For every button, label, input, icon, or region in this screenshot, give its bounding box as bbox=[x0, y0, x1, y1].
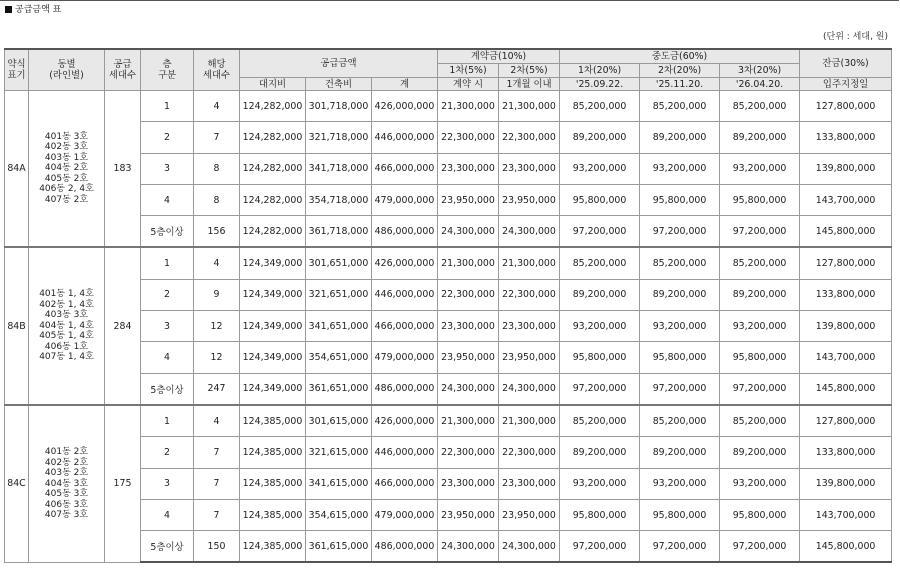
table-row bbox=[5, 405, 892, 437]
c1-cell: 24,300,000 bbox=[438, 531, 499, 563]
m2-cell: 89,200,000 bbox=[640, 279, 720, 310]
land-cell: 124,385,000 bbox=[240, 437, 306, 468]
square-bullet-icon bbox=[5, 6, 12, 13]
m3-cell: 93,200,000 bbox=[720, 153, 800, 184]
m2-cell: 85,200,000 bbox=[640, 247, 720, 279]
building-cell: 354,651,000 bbox=[306, 342, 372, 373]
building-cell: 361,651,000 bbox=[306, 373, 372, 405]
c2-cell: 23,950,000 bbox=[499, 499, 560, 530]
m2-cell: 93,200,000 bbox=[640, 153, 720, 184]
table-title bbox=[5, 2, 61, 15]
building-cell: 361,718,000 bbox=[306, 216, 372, 248]
total-cell: 466,000,000 bbox=[372, 468, 438, 499]
dong-line: 403동 3호 bbox=[44, 310, 89, 321]
units-cell: 7 bbox=[194, 499, 240, 530]
c2-cell: 23,300,000 bbox=[499, 153, 560, 184]
c2-cell: 22,300,000 bbox=[499, 437, 560, 468]
building-cell: 301,651,000 bbox=[306, 247, 372, 279]
land-cell: 124,349,000 bbox=[240, 342, 306, 373]
bal-cell: 139,800,000 bbox=[800, 153, 892, 184]
c1-cell: 24,300,000 bbox=[438, 373, 499, 405]
m1-cell: 97,200,000 bbox=[560, 373, 640, 405]
total-cell: 479,000,000 bbox=[372, 184, 438, 215]
m1-cell: 93,200,000 bbox=[560, 153, 640, 184]
m1-cell: 95,800,000 bbox=[560, 184, 640, 215]
c2-cell: 22,300,000 bbox=[499, 279, 560, 310]
units-cell: 7 bbox=[194, 437, 240, 468]
c1-cell: 23,300,000 bbox=[438, 468, 499, 499]
header-supply-price: 공급금액 bbox=[240, 49, 438, 78]
dong-line: 406동 3호 bbox=[44, 499, 89, 510]
header-mid-1-date: '25.09.22. bbox=[560, 78, 640, 91]
m1-cell: 93,200,000 bbox=[560, 468, 640, 499]
land-cell: 124,282,000 bbox=[240, 216, 306, 248]
units-cell: 7 bbox=[194, 468, 240, 499]
header-dong: 동별 (라인별) bbox=[29, 49, 105, 91]
m2-cell: 93,200,000 bbox=[640, 468, 720, 499]
m3-cell: 95,800,000 bbox=[720, 342, 800, 373]
total-cell: 479,000,000 bbox=[372, 499, 438, 530]
dong-line: 404동 3호 bbox=[44, 478, 89, 489]
header-units: 해당 세대수 bbox=[194, 49, 240, 91]
c2-cell: 21,300,000 bbox=[499, 91, 560, 122]
bal-cell: 133,800,000 bbox=[800, 437, 892, 468]
dong-line: 404동 2호 bbox=[44, 163, 89, 174]
c2-cell: 22,300,000 bbox=[499, 122, 560, 153]
header-floor: 층 구분 bbox=[141, 49, 194, 91]
dong-line: 407동 2호 bbox=[44, 194, 89, 205]
m3-cell: 89,200,000 bbox=[720, 122, 800, 153]
land-cell: 124,349,000 bbox=[240, 311, 306, 342]
c2-cell: 23,950,000 bbox=[499, 342, 560, 373]
dong-line: 403동 1호 bbox=[44, 152, 89, 163]
total-cell: 479,000,000 bbox=[372, 342, 438, 373]
header-type-mark: 약식 표기 bbox=[5, 49, 29, 91]
floor-cell: 1 bbox=[141, 405, 194, 437]
header-contract-2-when: 1개월 이내 bbox=[499, 78, 560, 91]
type-mark-cell: 84A bbox=[5, 91, 29, 248]
m2-cell: 95,800,000 bbox=[640, 342, 720, 373]
m2-cell: 97,200,000 bbox=[640, 216, 720, 248]
floor-cell: 5층이상 bbox=[141, 373, 194, 405]
bal-cell: 127,800,000 bbox=[800, 91, 892, 122]
bal-cell: 143,700,000 bbox=[800, 184, 892, 215]
floor-cell: 2 bbox=[141, 437, 194, 468]
dong-line: 407동 3호 bbox=[44, 510, 89, 521]
land-cell: 124,282,000 bbox=[240, 153, 306, 184]
m2-cell: 97,200,000 bbox=[640, 373, 720, 405]
total-cell: 466,000,000 bbox=[372, 153, 438, 184]
dong-line: 405동 3호 bbox=[44, 489, 89, 500]
units-cell: 150 bbox=[194, 531, 240, 563]
total-cell: 446,000,000 bbox=[372, 437, 438, 468]
header-mid-3: 3차(20%) bbox=[720, 64, 800, 78]
floor-cell: 3 bbox=[141, 153, 194, 184]
header-mid-2: 2차(20%) bbox=[640, 64, 720, 78]
dong-line: 402동 2호 bbox=[44, 457, 89, 468]
land-cell: 124,385,000 bbox=[240, 531, 306, 563]
units-cell: 12 bbox=[194, 342, 240, 373]
dong-cell bbox=[29, 405, 105, 562]
building-cell: 354,718,000 bbox=[306, 184, 372, 215]
header-balance-when: 입주지정일 bbox=[800, 78, 892, 91]
floor-cell: 5층이상 bbox=[141, 531, 194, 563]
bal-cell: 139,800,000 bbox=[800, 311, 892, 342]
bal-cell: 145,800,000 bbox=[800, 373, 892, 405]
building-cell: 301,615,000 bbox=[306, 405, 372, 437]
dong-line: 405동 2호 bbox=[44, 173, 89, 184]
floor-cell: 2 bbox=[141, 279, 194, 310]
dong-line: 401동 1, 4호 bbox=[39, 289, 94, 300]
header-supply-units: 공급 세대수 bbox=[105, 49, 141, 91]
bal-cell: 133,800,000 bbox=[800, 122, 892, 153]
m3-cell: 85,200,000 bbox=[720, 91, 800, 122]
units-cell: 247 bbox=[194, 373, 240, 405]
bal-cell: 133,800,000 bbox=[800, 279, 892, 310]
building-cell: 341,718,000 bbox=[306, 153, 372, 184]
header-total: 계 bbox=[372, 78, 438, 91]
supply-units-cell: 284 bbox=[105, 247, 141, 404]
m3-cell: 95,800,000 bbox=[720, 184, 800, 215]
floor-cell: 3 bbox=[141, 468, 194, 499]
total-cell: 446,000,000 bbox=[372, 122, 438, 153]
header-middle: 중도금(60%) bbox=[560, 49, 800, 64]
dong-line: 406동 2, 4호 bbox=[39, 184, 94, 195]
c2-cell: 24,300,000 bbox=[499, 531, 560, 563]
unit-note: (단위 : 세대, 원) bbox=[823, 32, 888, 42]
table-row bbox=[5, 91, 892, 122]
supply-units-cell: 183 bbox=[105, 91, 141, 248]
m2-cell: 95,800,000 bbox=[640, 184, 720, 215]
dong-line: 403동 2호 bbox=[44, 468, 89, 479]
land-cell: 124,385,000 bbox=[240, 405, 306, 437]
c2-cell: 24,300,000 bbox=[499, 216, 560, 248]
header-mid-3-date: '26.04.20. bbox=[720, 78, 800, 91]
total-cell: 446,000,000 bbox=[372, 279, 438, 310]
m3-cell: 89,200,000 bbox=[720, 279, 800, 310]
building-cell: 321,718,000 bbox=[306, 122, 372, 153]
header-contract-2: 2차(5%) bbox=[499, 64, 560, 78]
m1-cell: 97,200,000 bbox=[560, 216, 640, 248]
dong-cell bbox=[29, 91, 105, 248]
c1-cell: 23,950,000 bbox=[438, 499, 499, 530]
units-cell: 156 bbox=[194, 216, 240, 248]
header-building: 건축비 bbox=[306, 78, 372, 91]
dong-line: 406동 1호 bbox=[44, 341, 89, 352]
bal-cell: 145,800,000 bbox=[800, 531, 892, 563]
header-contract-1-when: 계약 시 bbox=[438, 78, 499, 91]
m3-cell: 97,200,000 bbox=[720, 373, 800, 405]
land-cell: 124,349,000 bbox=[240, 279, 306, 310]
title-text: 공급금액 표 bbox=[15, 5, 62, 15]
header-mid-1: 1차(20%) bbox=[560, 64, 640, 78]
c1-cell: 21,300,000 bbox=[438, 405, 499, 437]
c2-cell: 23,300,000 bbox=[499, 468, 560, 499]
bal-cell: 145,800,000 bbox=[800, 216, 892, 248]
building-cell: 354,615,000 bbox=[306, 499, 372, 530]
land-cell: 124,349,000 bbox=[240, 373, 306, 405]
dong-cell bbox=[29, 247, 105, 404]
c1-cell: 22,300,000 bbox=[438, 437, 499, 468]
building-cell: 341,651,000 bbox=[306, 311, 372, 342]
floor-cell: 4 bbox=[141, 184, 194, 215]
land-cell: 124,385,000 bbox=[240, 499, 306, 530]
units-cell: 7 bbox=[194, 122, 240, 153]
m1-cell: 97,200,000 bbox=[560, 531, 640, 563]
floor-cell: 4 bbox=[141, 499, 194, 530]
c1-cell: 22,300,000 bbox=[438, 122, 499, 153]
header-balance: 잔금(30%) bbox=[800, 49, 892, 78]
land-cell: 124,282,000 bbox=[240, 91, 306, 122]
c2-cell: 21,300,000 bbox=[499, 405, 560, 437]
c1-cell: 22,300,000 bbox=[438, 279, 499, 310]
floor-cell: 5층이상 bbox=[141, 216, 194, 248]
building-cell: 361,615,000 bbox=[306, 531, 372, 563]
c2-cell: 23,300,000 bbox=[499, 311, 560, 342]
m1-cell: 89,200,000 bbox=[560, 437, 640, 468]
m3-cell: 97,200,000 bbox=[720, 216, 800, 248]
land-cell: 124,385,000 bbox=[240, 468, 306, 499]
total-cell: 486,000,000 bbox=[372, 531, 438, 563]
units-cell: 12 bbox=[194, 311, 240, 342]
building-cell: 301,718,000 bbox=[306, 91, 372, 122]
m3-cell: 89,200,000 bbox=[720, 437, 800, 468]
total-cell: 426,000,000 bbox=[372, 91, 438, 122]
m2-cell: 97,200,000 bbox=[640, 531, 720, 563]
units-cell: 8 bbox=[194, 153, 240, 184]
units-cell: 4 bbox=[194, 91, 240, 122]
total-cell: 486,000,000 bbox=[372, 216, 438, 248]
m2-cell: 85,200,000 bbox=[640, 405, 720, 437]
m1-cell: 93,200,000 bbox=[560, 311, 640, 342]
header-contract-1: 1차(5%) bbox=[438, 64, 499, 78]
c1-cell: 23,950,000 bbox=[438, 184, 499, 215]
m2-cell: 95,800,000 bbox=[640, 499, 720, 530]
m3-cell: 85,200,000 bbox=[720, 405, 800, 437]
floor-cell: 4 bbox=[141, 342, 194, 373]
m1-cell: 89,200,000 bbox=[560, 279, 640, 310]
supply-units-cell: 175 bbox=[105, 405, 141, 562]
dong-line: 405동 1, 4호 bbox=[39, 331, 94, 342]
m3-cell: 95,800,000 bbox=[720, 499, 800, 530]
m2-cell: 85,200,000 bbox=[640, 91, 720, 122]
m3-cell: 97,200,000 bbox=[720, 531, 800, 563]
land-cell: 124,349,000 bbox=[240, 247, 306, 279]
bal-cell: 143,700,000 bbox=[800, 342, 892, 373]
bal-cell: 127,800,000 bbox=[800, 247, 892, 279]
type-mark-cell: 84C bbox=[5, 405, 29, 562]
m2-cell: 89,200,000 bbox=[640, 122, 720, 153]
dong-line: 402동 3호 bbox=[44, 142, 89, 153]
c1-cell: 23,300,000 bbox=[438, 311, 499, 342]
m1-cell: 95,800,000 bbox=[560, 342, 640, 373]
dong-line: 402동 1, 4호 bbox=[39, 299, 94, 310]
table-body bbox=[5, 91, 892, 563]
c1-cell: 23,950,000 bbox=[438, 342, 499, 373]
land-cell: 124,282,000 bbox=[240, 122, 306, 153]
m3-cell: 93,200,000 bbox=[720, 311, 800, 342]
bal-cell: 127,800,000 bbox=[800, 405, 892, 437]
floor-cell: 1 bbox=[141, 91, 194, 122]
m1-cell: 89,200,000 bbox=[560, 122, 640, 153]
type-mark-cell: 84B bbox=[5, 247, 29, 404]
building-cell: 341,615,000 bbox=[306, 468, 372, 499]
units-cell: 8 bbox=[194, 184, 240, 215]
total-cell: 466,000,000 bbox=[372, 311, 438, 342]
total-cell: 426,000,000 bbox=[372, 405, 438, 437]
units-cell: 4 bbox=[194, 405, 240, 437]
c2-cell: 24,300,000 bbox=[499, 373, 560, 405]
c1-cell: 21,300,000 bbox=[438, 91, 499, 122]
building-cell: 321,651,000 bbox=[306, 279, 372, 310]
units-cell: 9 bbox=[194, 279, 240, 310]
m1-cell: 95,800,000 bbox=[560, 499, 640, 530]
table-row bbox=[5, 247, 892, 279]
dong-line: 401동 2호 bbox=[44, 447, 89, 458]
m3-cell: 93,200,000 bbox=[720, 468, 800, 499]
bal-cell: 143,700,000 bbox=[800, 499, 892, 530]
table-header bbox=[5, 49, 892, 91]
c1-cell: 21,300,000 bbox=[438, 247, 499, 279]
supply-price-table bbox=[4, 48, 892, 563]
building-cell: 321,615,000 bbox=[306, 437, 372, 468]
m1-cell: 85,200,000 bbox=[560, 91, 640, 122]
c1-cell: 24,300,000 bbox=[438, 216, 499, 248]
c2-cell: 21,300,000 bbox=[499, 247, 560, 279]
m1-cell: 85,200,000 bbox=[560, 405, 640, 437]
dong-line: 401동 3호 bbox=[44, 131, 89, 142]
c2-cell: 23,950,000 bbox=[499, 184, 560, 215]
units-cell: 4 bbox=[194, 247, 240, 279]
bal-cell: 139,800,000 bbox=[800, 468, 892, 499]
header-mid-2-date: '25.11.20. bbox=[640, 78, 720, 91]
c1-cell: 23,300,000 bbox=[438, 153, 499, 184]
m2-cell: 93,200,000 bbox=[640, 311, 720, 342]
land-cell: 124,282,000 bbox=[240, 184, 306, 215]
m1-cell: 85,200,000 bbox=[560, 247, 640, 279]
header-land: 대지비 bbox=[240, 78, 306, 91]
total-cell: 486,000,000 bbox=[372, 373, 438, 405]
floor-cell: 2 bbox=[141, 122, 194, 153]
m2-cell: 89,200,000 bbox=[640, 437, 720, 468]
m3-cell: 85,200,000 bbox=[720, 247, 800, 279]
floor-cell: 1 bbox=[141, 247, 194, 279]
floor-cell: 3 bbox=[141, 311, 194, 342]
top-rule bbox=[0, 0, 899, 13]
total-cell: 426,000,000 bbox=[372, 247, 438, 279]
dong-line: 407동 1, 4호 bbox=[39, 352, 94, 363]
header-contract: 계약금(10%) bbox=[438, 49, 560, 64]
dong-line: 404동 1, 4호 bbox=[39, 320, 94, 331]
